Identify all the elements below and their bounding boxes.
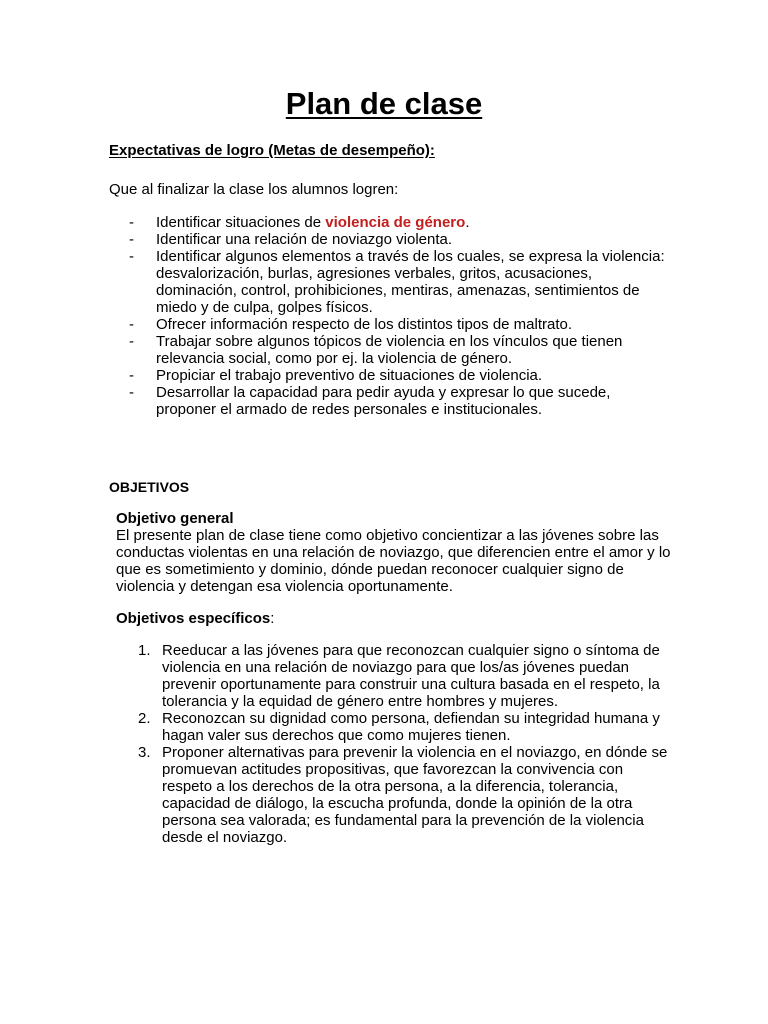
list-item-text: Identificar algunos elementos a través de los cuales, se expresa la violencia: desvalorización, burlas, agresiones verbales, gritos, acusaciones, dominación, control, prohibiciones, mentiras, amenazas, sentimientos de miedo y de culpa, golpes físicos. — [156, 248, 665, 316]
bullet-dash: - — [129, 367, 134, 384]
objetivos-heading: OBJETIVOS — [109, 479, 190, 495]
bullet-dash: - — [129, 384, 134, 401]
list-item — [129, 214, 669, 231]
list-number: 2. — [138, 710, 151, 727]
list-item-text: Ofrecer información respecto de los distintos tipos de maltrato. — [156, 316, 573, 333]
list-item — [129, 231, 669, 248]
bullet-dash: - — [129, 333, 134, 350]
objetivo-general-heading: Objetivo general — [116, 510, 234, 527]
objetivos-especificos-heading-row — [116, 610, 676, 627]
list-item-text: Reconozcan su dignidad como persona, defiendan su integridad humana y hagan valer sus derechos que como mujeres tienen. — [162, 710, 660, 744]
list-item-text: Propiciar el trabajo preventivo de situaciones de violencia. — [156, 367, 543, 384]
list-item — [129, 384, 669, 418]
bullet-dash: - — [129, 316, 134, 333]
page-title-text: Plan de clase — [285, 86, 483, 121]
bullet-dash: - — [129, 214, 134, 231]
list-item — [129, 333, 669, 367]
list-item-pre: Identificar situaciones de — [156, 214, 326, 231]
list-item-post: . — [465, 214, 470, 231]
objetivos-especificos-list — [138, 642, 668, 846]
expectativas-heading: Expectativas de logro (Metas de desempeño): — [109, 142, 435, 159]
expectativas-intro: Que al finalizar la clase los alumnos logren: — [109, 181, 399, 198]
list-item — [129, 248, 669, 316]
list-number: 1. — [138, 642, 151, 659]
objetivo-general-text: El presente plan de clase tiene como objetivo concientizar a las jóvenes sobre las conductas violentas en una relación de noviazgo, que diferencien entre el amor y lo que es sometimiento y dominio, dónde puedan reconocer cualquier signo de violencia y detengan esa violencia oportunamente. — [116, 527, 671, 595]
list-item — [138, 642, 668, 710]
heading-colon: : — [270, 610, 275, 627]
highlighted-text: violencia de género — [325, 214, 466, 231]
bullet-dash: - — [129, 248, 134, 265]
list-item-text: Desarrollar la capacidad para pedir ayuda y expresar lo que sucede, proponer el armado de redes personales e institucionales. — [156, 384, 611, 418]
objetivos-especificos-heading: Objetivos específicos — [116, 610, 271, 627]
list-item — [129, 316, 669, 333]
list-item-text: Reeducar a las jóvenes para que reconozcan cualquier signo o síntoma de violencia en una relación de noviazgo para que los/as jóvenes puedan prevenir oportunamente para construir una cultura basada en el respeto, la tolerancia y la equidad de género entre hombres y mujeres. — [162, 642, 660, 710]
list-item-text: Trabajar sobre algunos tópicos de violencia en los vínculos que tienen relevancia social, como por ej. la violencia de género. — [156, 333, 623, 367]
expectativas-list — [129, 214, 669, 418]
list-item-text: Proponer alternativas para prevenir la violencia en el noviazgo, en dónde se promuevan actitudes propositivas, que favorezcan la convivencia con respeto a los derechos de la otra persona, a la diferencia, tolerancia, capacidad de diálogo, la escucha profunda, donde la opinión de la otra persona sea valorada; es fundamental para la prevención de la violencia desde el noviazgo. — [162, 744, 668, 846]
list-item — [129, 367, 669, 384]
page-title — [0, 86, 768, 122]
bullet-dash: - — [129, 231, 134, 248]
objetivo-general-section — [116, 510, 676, 595]
list-item — [138, 710, 668, 744]
list-item-text: Identificar una relación de noviazgo violenta. — [156, 231, 453, 248]
list-item — [138, 744, 668, 846]
list-number: 3. — [138, 744, 151, 761]
